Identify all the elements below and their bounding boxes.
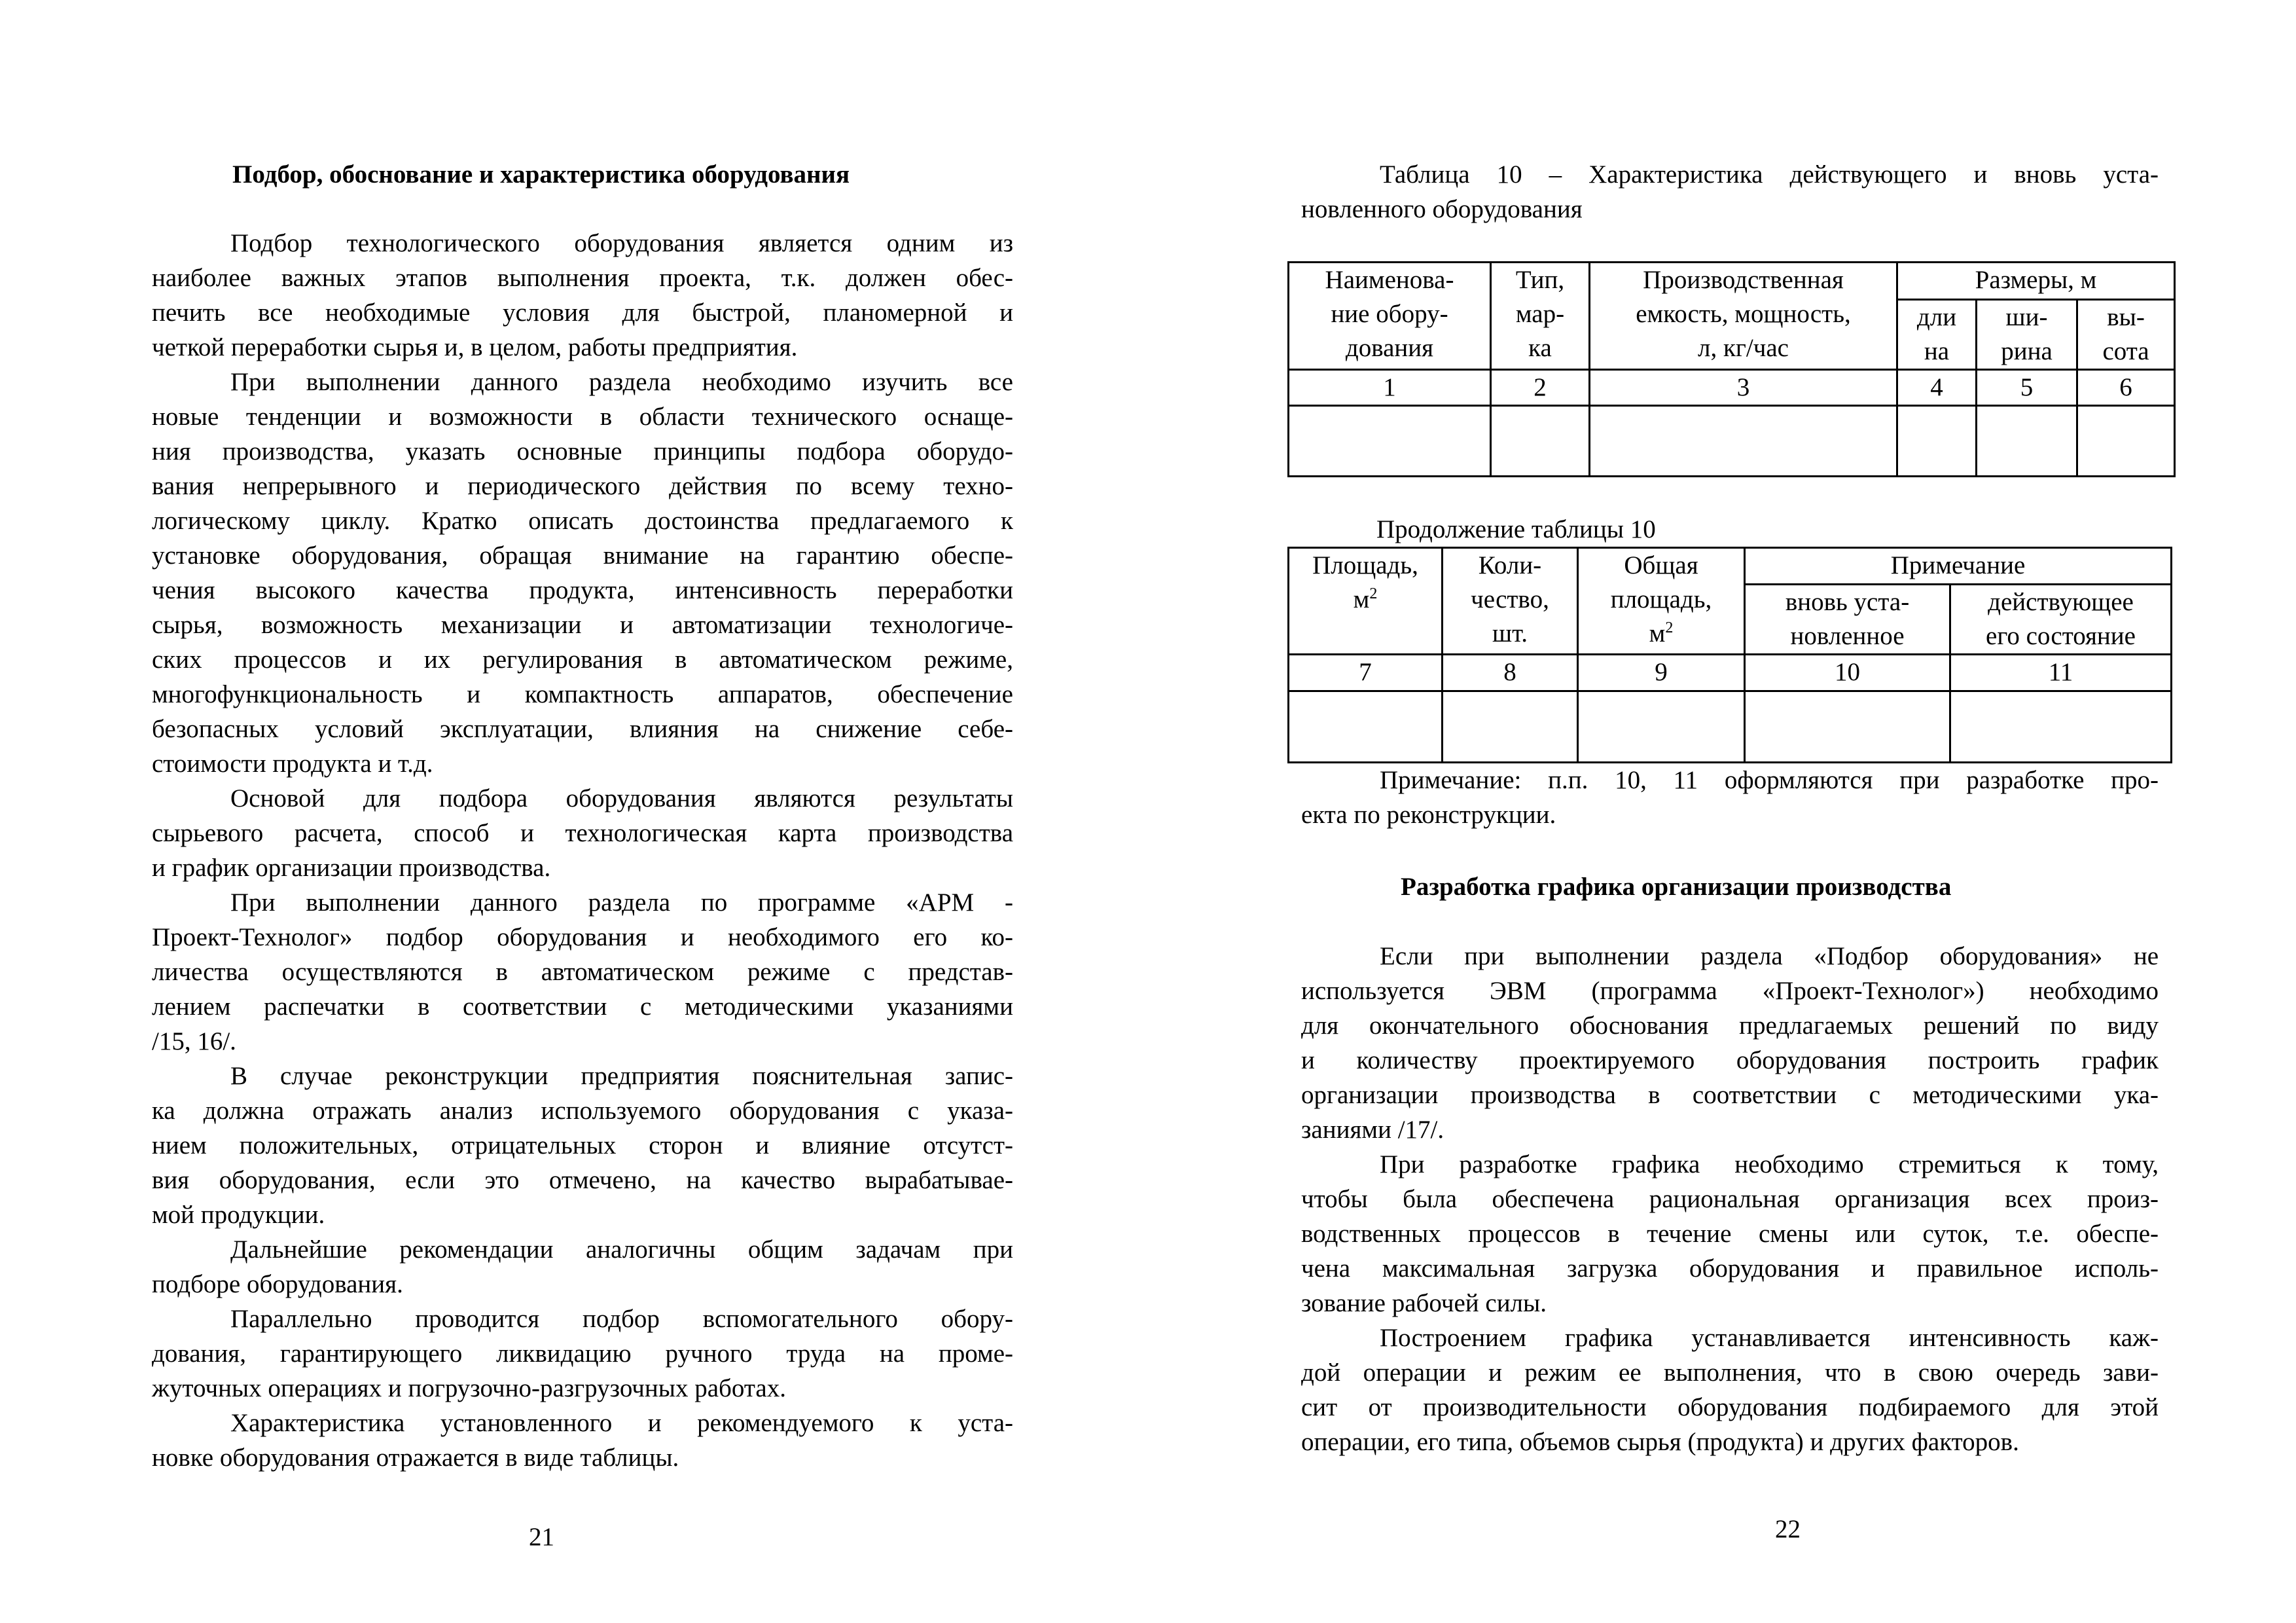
text-line: вия оборудования, если это отмечено, на качество вырабатывае- xyxy=(152,1166,1013,1194)
left-body-text xyxy=(152,226,1013,1475)
text-line: безопасных условий эксплуатации, влияния на снижение себе- xyxy=(152,715,1013,743)
text-line: чена максимальная загрузка оборудования и правильное исполь- xyxy=(1301,1254,2159,1283)
column-number: 11 xyxy=(1950,655,2172,691)
text-line: Проект-Технолог» подбор оборудования и необходимого его ко- xyxy=(152,923,1013,951)
text-line: ния производства, указать основные принципы подбора оборудо- xyxy=(152,437,1013,465)
text-line: ских процессов и их регулирования в автоматическом режиме, xyxy=(152,646,1013,674)
text-line: новленного оборудования xyxy=(1301,195,1583,223)
text-line: для окончательного обоснования предлагаемых решений по виду xyxy=(1301,1012,2159,1040)
header-newly-installed: вновь уста- новленное xyxy=(1745,585,1950,655)
header-name: Наименова- ние обору- дования xyxy=(1289,263,1491,370)
column-number: 7 xyxy=(1289,655,1443,691)
column-number: 2 xyxy=(1491,370,1590,406)
text-line: дования, гарантирующего ликвидацию ручного труда на проме- xyxy=(152,1340,1013,1368)
text-line: новые тенденции и возможности в области технического оснаще- xyxy=(152,403,1013,431)
text-line: организации производства в соответствии с методическими ука- xyxy=(1301,1081,2159,1109)
equipment-table-continuation xyxy=(1287,547,2172,763)
text-line: ка должна отражать анализ используемого оборудования с указа- xyxy=(152,1097,1013,1125)
continuation-caption: Продолжение таблицы 10 xyxy=(1376,515,1656,543)
text-line: и график организации производства. xyxy=(152,854,551,882)
text-line: При выполнении данного раздела по программе «АРМ - xyxy=(230,888,1013,917)
header-height: вы- сота xyxy=(2077,300,2175,370)
text-line: Подбор технологического оборудования является одним из xyxy=(230,229,1013,257)
empty-row xyxy=(1289,406,2175,477)
text-line: четкой переработки сырья и, в целом, работы предприятия. xyxy=(152,333,798,361)
text-line: сырьевого расчета, способ и технологическая карта производства xyxy=(152,819,1013,847)
text-line: /15, 16/. xyxy=(152,1027,236,1055)
column-number: 8 xyxy=(1443,655,1578,691)
text-line: подборе оборудования. xyxy=(152,1270,403,1298)
header-type: Тип, мар- ка xyxy=(1491,263,1590,370)
equipment-table xyxy=(1287,261,2176,477)
text-line: операции, его типа, объемов сырья (продукта) и других факторов. xyxy=(1301,1428,2019,1456)
text-line: лением распечатки в соответствии с методическими указаниями xyxy=(152,993,1013,1021)
column-number: 4 xyxy=(1897,370,1977,406)
text-line: стоимости продукта и т.д. xyxy=(152,750,433,778)
text-line: мой продукции. xyxy=(152,1201,325,1229)
header-note: Примечание xyxy=(1745,548,2172,585)
text-line: Основой для подбора оборудования являются результаты xyxy=(230,784,1013,812)
text-line: Параллельно проводится подбор вспомогательного обору- xyxy=(230,1305,1013,1333)
table-caption xyxy=(1301,157,2159,227)
text-line: сит от производительности оборудования подбираемого для этой xyxy=(1301,1393,2159,1421)
right-body-text xyxy=(1301,939,2159,1459)
text-line: Построением графика устанавливается интенсивность каж- xyxy=(1380,1324,2159,1352)
column-number: 3 xyxy=(1590,370,1897,406)
text-line: екта по реконструкции. xyxy=(1301,801,1556,829)
header-width: ши- рина xyxy=(1977,300,2077,370)
text-line: личества осуществляются в автоматическом режиме с представ- xyxy=(152,958,1013,986)
header-length: дли на xyxy=(1897,300,1977,370)
column-number: 9 xyxy=(1578,655,1745,691)
text-line: заниями /17/. xyxy=(1301,1116,1444,1144)
page-number: 22 xyxy=(1775,1515,1801,1543)
text-line: чтобы была обеспечена рациональная организация всех произ- xyxy=(1301,1185,2159,1213)
text-line: наиболее важных этапов выполнения проекта, т.к. должен обес- xyxy=(152,264,1013,292)
section-heading: Разработка графика организации производства xyxy=(1401,873,1952,901)
text-line: и количеству проектируемого оборудования построить график xyxy=(1301,1046,2159,1074)
text-line: Примечание: п.п. 10, 11 оформляются при разработке про- xyxy=(1380,766,2159,794)
text-line: При разработке графика необходимо стремиться к тому, xyxy=(1380,1150,2159,1178)
text-line: вания непрерывного и периодического действия по всему техно- xyxy=(152,472,1013,500)
text-line: зование рабочей силы. xyxy=(1301,1289,1547,1317)
column-number: 1 xyxy=(1289,370,1491,406)
text-line: Если при выполнении раздела «Подбор оборудования» не xyxy=(1380,942,2159,970)
text-line: Таблица 10 – Характеристика действующего и вновь уста- xyxy=(1380,160,2159,189)
header-area: Площадь, $м^2$ xyxy=(1289,548,1443,655)
column-number: 10 xyxy=(1745,655,1950,691)
header-capacity: Производственная емкость, мощность, л, кг/час xyxy=(1590,263,1897,370)
column-number: 6 xyxy=(2077,370,2175,406)
text-line: нием положительных, отрицательных сторон и влияние отсутст- xyxy=(152,1131,1013,1159)
text-line: установке оборудования, обращая внимание на гарантию обеспе- xyxy=(152,541,1013,570)
text-line: чения высокого качества продукта, интенсивность переработки xyxy=(152,576,1013,604)
header-total-area: Общая площадь, $м^2$ xyxy=(1578,548,1745,655)
empty-row xyxy=(1289,691,2172,763)
text-line: новке оборудования отражается в виде таблицы. xyxy=(152,1444,679,1472)
text-line: водственных процессов в течение смены или суток, т.е. обеспе- xyxy=(1301,1220,2159,1248)
section-heading: Подбор, обоснование и характеристика оборудования xyxy=(232,160,850,189)
text-line: многофункциональность и компактность аппаратов, обеспечение xyxy=(152,680,1013,708)
column-number: 5 xyxy=(1977,370,2077,406)
text-line: В случае реконструкции предприятия пояснительная запис- xyxy=(230,1062,1013,1090)
header-quantity: Коли- чество, шт. xyxy=(1443,548,1578,655)
page-number: 21 xyxy=(529,1523,554,1551)
text-line: логическому циклу. Кратко описать достоинства предлагаемого к xyxy=(152,507,1013,535)
text-line: Дальнейшие рекомендации аналогичны общим задачам при xyxy=(230,1235,1013,1264)
text-line: Характеристика установленного и рекомендуемого к уста- xyxy=(230,1409,1013,1437)
text-line: дой операции и режим ее выполнения, что в свою очередь зави- xyxy=(1301,1359,2159,1387)
header-dimensions: Размеры, м xyxy=(1897,263,2175,300)
text-line: сырья, возможность механизации и автоматизации технологиче- xyxy=(152,611,1013,639)
text-line: печить все необходимые условия для быстрой, планомерной и xyxy=(152,299,1013,327)
text-line: жуточных операциях и погрузочно-разгрузочных работах. xyxy=(152,1374,786,1402)
text-line: При выполнении данного раздела необходимо изучить все xyxy=(230,368,1013,396)
table-note xyxy=(1301,763,2159,832)
header-current-state: действующее его состояние xyxy=(1950,585,2172,655)
text-line: используется ЭВМ (программа «Проект-Технолог») необходимо xyxy=(1301,977,2159,1005)
